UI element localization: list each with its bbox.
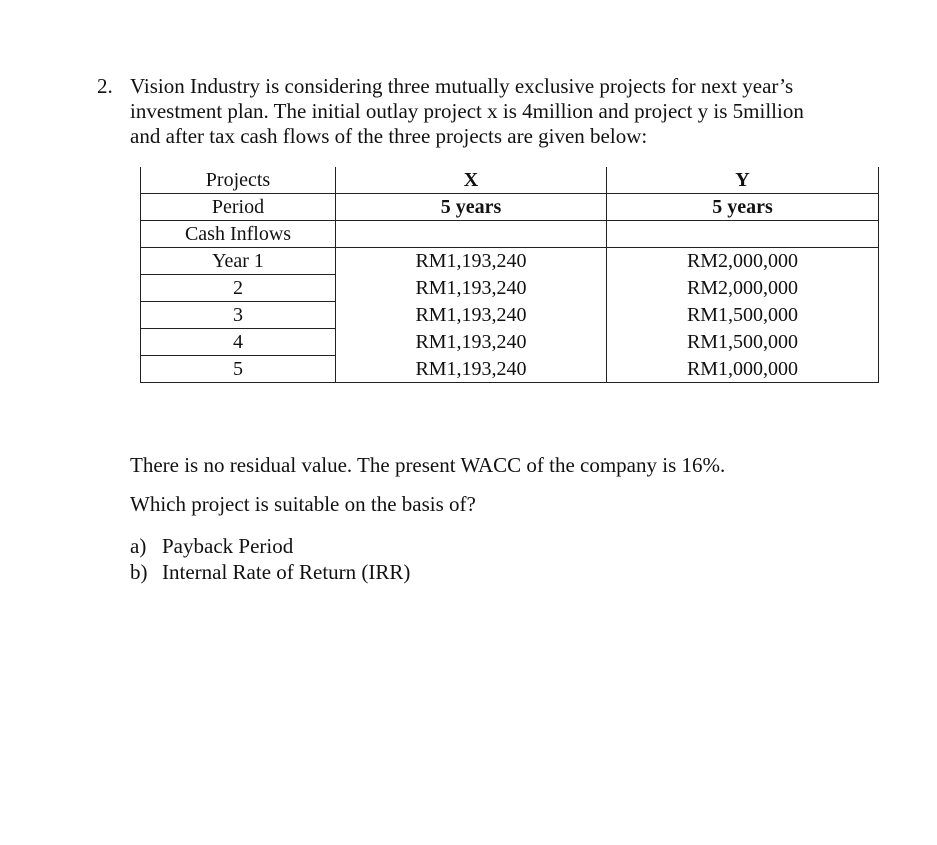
y-value-cell: RM1,500,000: [607, 329, 879, 356]
y-value-cell: RM2,000,000: [607, 248, 879, 275]
x-value-cell: RM1,193,240: [336, 275, 607, 302]
cash-inflows-row: [141, 221, 879, 248]
period-label: Period: [141, 194, 336, 221]
year-cell: 5: [141, 356, 336, 383]
x-value-cell: RM1,193,240: [336, 248, 607, 275]
table-row: [141, 356, 879, 383]
x-value-cell: RM1,193,240: [336, 302, 607, 329]
table-row: [141, 329, 879, 356]
option-label: a): [130, 534, 147, 558]
question-line: Vision Industry is considering three mutually exclusive projects for next year’s: [130, 74, 794, 98]
question-text: [130, 74, 850, 149]
period-y: 5 years: [607, 194, 879, 221]
x-value-cell: RM1,193,240: [336, 356, 607, 383]
y-value-cell: RM1,000,000: [607, 356, 879, 383]
table-row: [141, 248, 879, 275]
year-cell: 4: [141, 329, 336, 356]
y-value-cell: RM2,000,000: [607, 275, 879, 302]
list-item: [130, 559, 410, 585]
year-cell: 3: [141, 302, 336, 329]
projects-label: Projects: [141, 167, 336, 194]
option-text: Internal Rate of Return (IRR): [162, 560, 411, 584]
year-cell: 2: [141, 275, 336, 302]
question-line: and after tax cash flows of the three projects are given below:: [130, 124, 648, 148]
table-row: [141, 302, 879, 329]
list-item: [130, 533, 410, 559]
period-row: [141, 194, 879, 221]
project-y-header: Y: [607, 167, 879, 194]
cash-inflows-label: Cash Inflows: [141, 221, 336, 248]
cash-flow-table: [140, 167, 879, 383]
option-label: b): [130, 560, 148, 584]
residual-note: There is no residual value. The present WACC of the company is 16%.: [130, 453, 726, 477]
option-text: Payback Period: [162, 534, 294, 558]
x-value-cell: RM1,193,240: [336, 329, 607, 356]
question-line: investment plan. The initial outlay project x is 4million and project y is 5million: [130, 99, 804, 123]
y-value-cell: RM1,500,000: [607, 302, 879, 329]
table-header-row: [141, 167, 879, 194]
year-cell: Year 1: [141, 248, 336, 275]
table-row: [141, 275, 879, 302]
period-x: 5 years: [336, 194, 607, 221]
question-prompt: Which project is suitable on the basis of?: [130, 492, 476, 516]
options-list: [130, 533, 410, 585]
question-number: 2.: [97, 74, 113, 98]
project-x-header: X: [336, 167, 607, 194]
